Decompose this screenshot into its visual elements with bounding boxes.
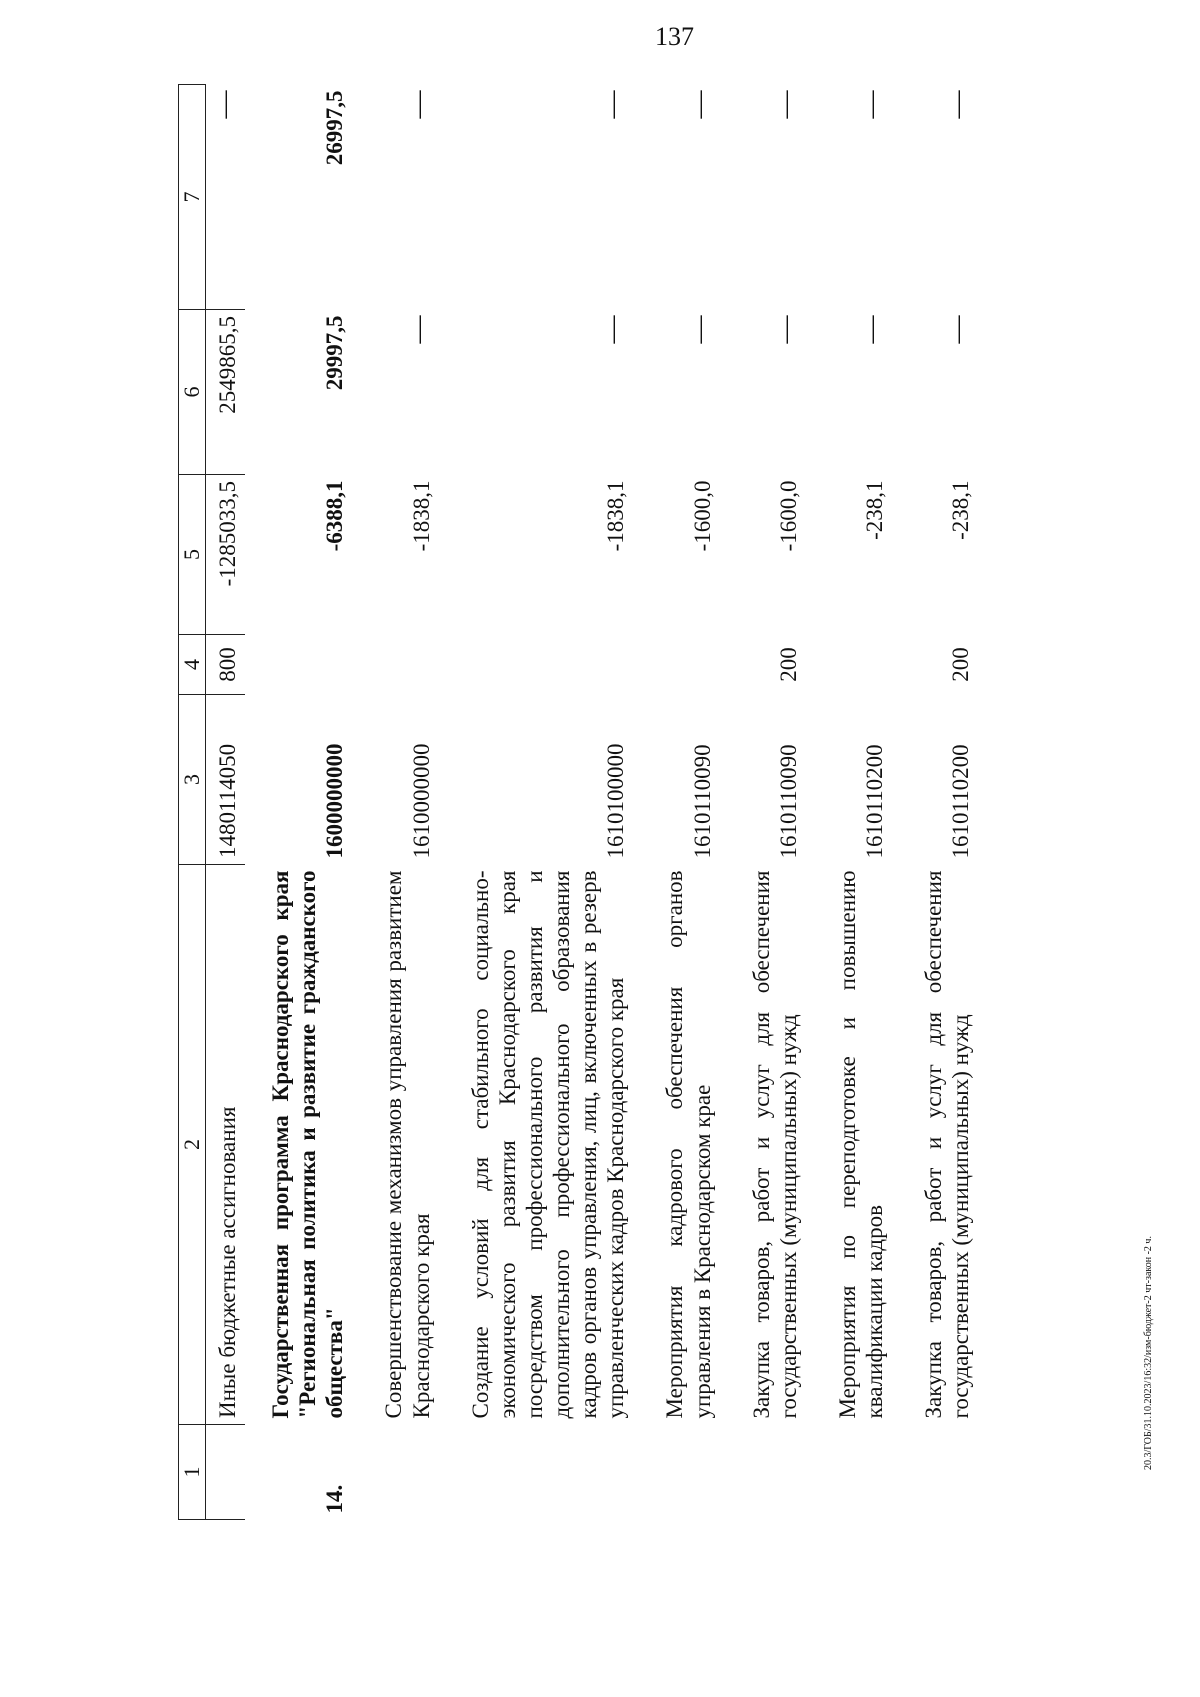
value-col7: — xyxy=(683,90,715,119)
value-col7: — xyxy=(769,90,801,119)
value-col5: -1838,1 xyxy=(603,480,629,552)
target-article-code: 1610110200 xyxy=(948,744,974,859)
row-number xyxy=(639,1425,725,1520)
value-col7: — xyxy=(597,90,629,119)
column-header: 7 xyxy=(179,85,206,310)
expense-kind: 200 xyxy=(948,647,974,682)
expense-kind: 200 xyxy=(775,647,801,682)
value-col7: — xyxy=(206,85,246,310)
row-name: Закупка товаров, работ и услуг для обеспечения государственных (муниципальных) нужд xyxy=(921,870,974,1419)
value-col5: -6388,1 xyxy=(322,480,348,552)
row-number xyxy=(726,1425,812,1520)
value-col6: — xyxy=(683,315,715,344)
value-col7: — xyxy=(402,90,434,119)
column-header: 4 xyxy=(179,635,206,695)
value-col6: — xyxy=(769,315,801,344)
expense-kind: 800 xyxy=(206,635,246,695)
row-name: Совершенствование механизмов управления развитием Краснодарского края xyxy=(381,870,434,1419)
column-header: 5 xyxy=(179,475,206,635)
target-article-code: 1610100000 xyxy=(603,743,629,859)
value-col5: -238,1 xyxy=(948,480,974,540)
expense-kind xyxy=(358,635,444,695)
column-header: 6 xyxy=(179,310,206,475)
table-row xyxy=(639,85,725,1520)
document-footer-code: 20.3/ГОБ/31.10.2023/16:32/изм-бюджет-2 чт-закон -2 ч. xyxy=(1143,1236,1154,1470)
expense-kind xyxy=(445,635,640,695)
column-header: 3 xyxy=(179,695,206,865)
value-col5: -1285033,5 xyxy=(206,475,246,635)
target-article-code: 1610110090 xyxy=(775,744,801,859)
table-row xyxy=(358,85,444,1520)
value-col7: — xyxy=(856,90,888,119)
value-col5: -1600,0 xyxy=(775,480,801,552)
column-header: 2 xyxy=(179,865,206,1425)
value-col6: 29997,5 xyxy=(322,315,348,391)
row-number: 14. xyxy=(322,1484,348,1514)
value-col7: — xyxy=(942,90,974,119)
value-col6: — xyxy=(402,315,434,344)
table-row xyxy=(898,85,984,1520)
table-row xyxy=(245,85,358,1520)
value-col5: -238,1 xyxy=(862,480,888,540)
value-col6: — xyxy=(856,315,888,344)
row-name: Мероприятия кадрового обеспечения органов управления в Краснодарском крае xyxy=(662,870,715,1419)
expense-kind xyxy=(639,635,725,695)
table-row xyxy=(812,85,898,1520)
row-number xyxy=(812,1425,898,1520)
row-number xyxy=(898,1425,984,1520)
table-row xyxy=(726,85,812,1520)
row-number xyxy=(445,1425,640,1520)
table-row xyxy=(206,85,246,1520)
row-number xyxy=(358,1425,444,1520)
column-header: 1 xyxy=(179,1425,206,1520)
rotated-table-container xyxy=(178,85,1078,1520)
target-article-code: 1610110090 xyxy=(689,744,715,859)
row-name: Иные бюджетные ассигнования xyxy=(206,865,246,1425)
value-col5: -1838,1 xyxy=(408,480,434,552)
table-row xyxy=(445,85,640,1520)
target-article-code: 1480114050 xyxy=(206,695,246,865)
target-article-code: 1610000000 xyxy=(408,743,434,859)
row-name: Создание условий для стабильного социально-экономического развития Краснодарского края посредством профессионального развития и дополнительного профессионального образования кадров органов управления, лиц, включенных в резерв управленческих кадров Краснодарского края xyxy=(467,870,629,1419)
value-col6: — xyxy=(942,315,974,344)
value-col7: 26997,5 xyxy=(322,90,348,166)
value-col6: 2549865,5 xyxy=(206,310,246,475)
value-col5: -1600,0 xyxy=(689,480,715,552)
row-name: Закупка товаров, работ и услуг для обеспечения государственных (муниципальных) нужд xyxy=(748,870,801,1419)
value-col6: — xyxy=(597,315,629,344)
expense-kind xyxy=(812,635,898,695)
target-article-code: 1600000000 xyxy=(322,743,348,859)
budget-table xyxy=(178,84,984,1520)
table-header-row xyxy=(179,85,206,1520)
page-number: 137 xyxy=(655,22,694,51)
row-name: Государственная программа Краснодарского края "Региональная политика и развитие гражданского общества" xyxy=(268,870,348,1419)
target-article-code: 1610110200 xyxy=(862,744,888,859)
row-name: Мероприятия по переподготовке и повышению квалификации кадров xyxy=(834,870,888,1419)
row-number xyxy=(206,1425,246,1520)
expense-kind xyxy=(245,635,358,695)
